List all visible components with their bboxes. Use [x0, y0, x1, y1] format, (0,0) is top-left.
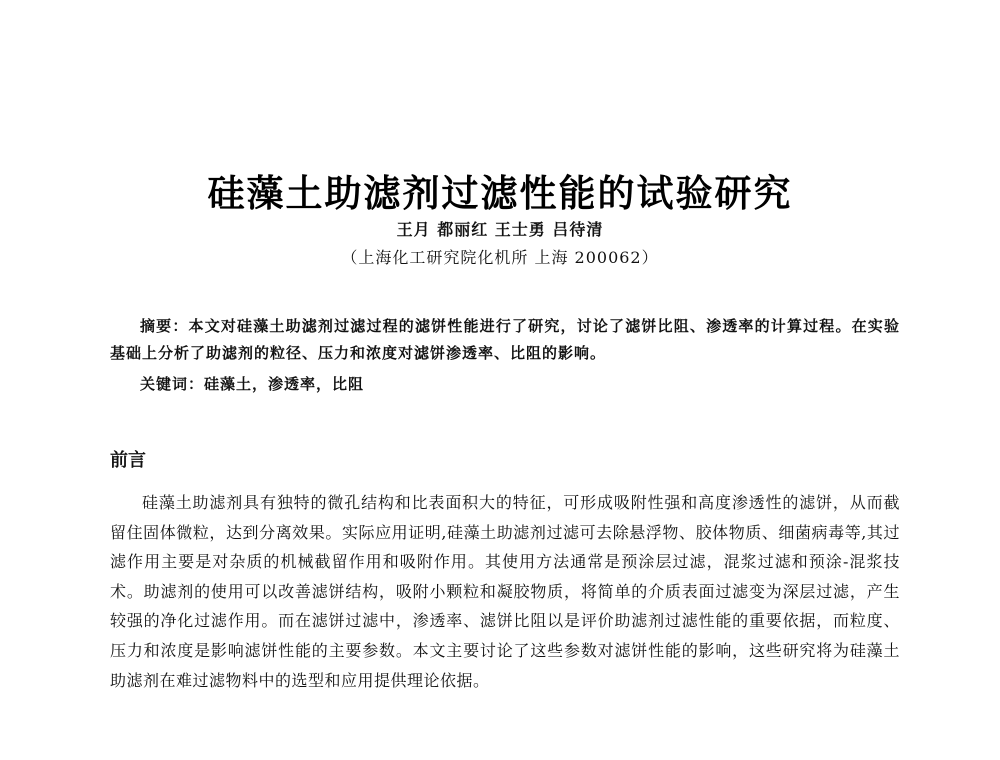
paper-title: 硅藻土助滤剂过滤性能的试验研究 [207, 172, 793, 215]
abstract [110, 313, 900, 367]
abstract-label: 摘要： [140, 317, 189, 335]
abstract-text: 本文对硅藻土助滤剂过滤过程的滤饼性能进行了研究，讨论了滤饼比阻、渗透率的计算过程。在实验基础上分析了助滤剂的粒径、压力和浓度对滤饼渗透率、比阻的影响。 [110, 317, 900, 362]
section-heading: 前言 [110, 450, 146, 471]
keywords [140, 373, 364, 394]
affiliation: （上海化工研究院化机所 上海 200062） [341, 248, 659, 267]
keywords-label: 关键词： [140, 375, 205, 393]
author-list: 王月 都丽红 王士勇 吕待清 [396, 220, 604, 239]
keywords-text: 硅藻土，渗透率，比阻 [204, 375, 365, 393]
body-paragraph: 硅藻土助滤剂具有独特的微孔结构和比表面积大的特征，可形成吸附性强和高度渗透性的滤饼，从而截留住固体微粒，达到分离效果。实际应用证明,硅藻土助滤剂过滤可去除悬浮物、胶体物质、细菌病毒等,其过滤作用主要是对杂质的机械截留作用和吸附作用。其使用方法通常是预涂层过滤，混浆过滤和预涂-混浆技术。助滤剂的使用可以改善滤饼结构，吸附小颗粒和凝胶物质，将简单的介质表面过滤变为深层过滤，产生较强的净化过滤作用。而在滤饼过滤中，渗透率、滤饼比阻以是评价助滤剂过滤性能的重要依据，而粒度、压力和浓度是影响滤饼性能的主要参数。本文主要讨论了这些参数对滤饼性能的影响，这些研究将为硅藻土助滤剂在难过滤物料中的选型和应用提供理论依据。 [110, 493, 900, 690]
